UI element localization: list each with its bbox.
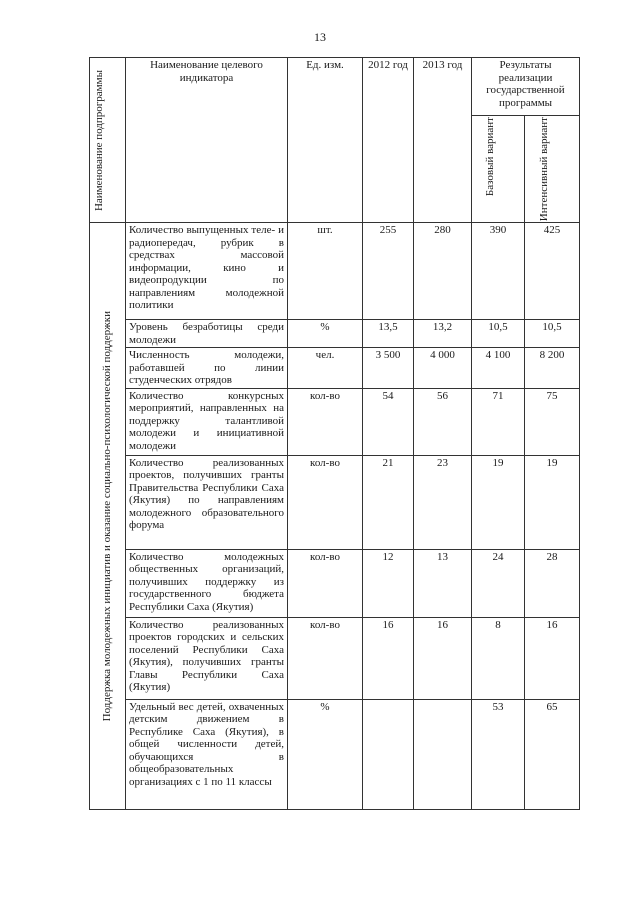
row-6-name: Количество молодежных общественных организаций, получивших поддержку из государственного бюджета Республики Саха (Якутия) xyxy=(126,549,288,617)
row-7-intensive: 16 xyxy=(525,617,580,699)
row-2-2012: 13,5 xyxy=(363,320,414,348)
row-1-intensive: 425 xyxy=(525,223,580,320)
header-intensive-variant: Интенсивный вариант xyxy=(525,116,580,223)
row-5-intensive: 19 xyxy=(525,455,580,549)
row-2-intensive: 10,5 xyxy=(525,320,580,348)
row-7-unit: кол-во xyxy=(288,617,363,699)
row-8-2013 xyxy=(414,699,472,809)
row-6-2012: 12 xyxy=(363,549,414,617)
row-7-base: 8 xyxy=(472,617,525,699)
header-2012: 2012 год xyxy=(363,58,414,223)
row-7-2013: 16 xyxy=(414,617,472,699)
row-1-unit: шт. xyxy=(288,223,363,320)
row-5-base: 19 xyxy=(472,455,525,549)
row-3-unit: чел. xyxy=(288,348,363,389)
row-3-name: Численность молодежи, работавшей по линии студенческих отрядов xyxy=(126,348,288,389)
row-7-2012: 16 xyxy=(363,617,414,699)
row-5-unit: кол-во xyxy=(288,455,363,549)
header-results: Результаты реализации государственной программы xyxy=(472,58,580,116)
row-4-base: 71 xyxy=(472,388,525,455)
row-4-intensive: 75 xyxy=(525,388,580,455)
row-1-2013: 280 xyxy=(414,223,472,320)
header-unit: Ед. изм. xyxy=(288,58,363,223)
row-4-2013: 56 xyxy=(414,388,472,455)
row-8-unit: % xyxy=(288,699,363,809)
row-6-2013: 13 xyxy=(414,549,472,617)
row-1-2012: 255 xyxy=(363,223,414,320)
row-2-name: Уровень безработицы среди молодежи xyxy=(126,320,288,348)
row-2-2013: 13,2 xyxy=(414,320,472,348)
row-3-intensive: 8 200 xyxy=(525,348,580,389)
indicators-table xyxy=(89,57,580,810)
row-4-unit: кол-во xyxy=(288,388,363,455)
header-subprogram: Наименование подпрограммы xyxy=(90,58,126,223)
subprogram-name-cell xyxy=(90,223,126,810)
page-number: 13 xyxy=(314,30,326,44)
row-4-2012: 54 xyxy=(363,388,414,455)
row-5-name: Количество реализованных проектов, получивших гранты Правительства Республики Саха (Якутия) по направлениям молодежного образовательного форума xyxy=(126,455,288,549)
row-5-2013: 23 xyxy=(414,455,472,549)
header-indicator: Наименование целевого индикатора xyxy=(126,58,288,223)
row-8-name: Удельный вес детей, охваченных детским движением в Республике Саха (Якутия), в общей численности детей, обучающихся в общеобразовательных организациях с 1 по 11 классы xyxy=(126,699,288,809)
header-base-variant: Базовый вариант xyxy=(472,116,525,223)
row-8-intensive: 65 xyxy=(525,699,580,809)
row-5-2012: 21 xyxy=(363,455,414,549)
row-8-2012 xyxy=(363,699,414,809)
subprogram-name: Поддержка молодежных инициатив и оказание социально-психологической поддержки xyxy=(101,310,114,722)
row-7-name: Количество реализованных проектов городских и сельских поселений Республики Саха (Якутия), получивших гранты Главы Республики Саха (Якутия) xyxy=(126,617,288,699)
row-2-base: 10,5 xyxy=(472,320,525,348)
row-6-base: 24 xyxy=(472,549,525,617)
row-3-2013: 4 000 xyxy=(414,348,472,389)
row-1-base: 390 xyxy=(472,223,525,320)
header-2013: 2013 год xyxy=(414,58,472,223)
row-6-unit: кол-во xyxy=(288,549,363,617)
row-3-2012: 3 500 xyxy=(363,348,414,389)
row-3-base: 4 100 xyxy=(472,348,525,389)
row-6-intensive: 28 xyxy=(525,549,580,617)
row-8-base: 53 xyxy=(472,699,525,809)
row-2-unit: % xyxy=(288,320,363,348)
row-1-name: Количество выпущенных теле- и радиопередач, рубрик в средствах массовой информации, кино и видеопродукции по направлениям молодежной политики xyxy=(126,223,288,320)
row-4-name: Количество конкурсных мероприятий, направленных на поддержку талантливой молодежи и инициативной молодежи xyxy=(126,388,288,455)
